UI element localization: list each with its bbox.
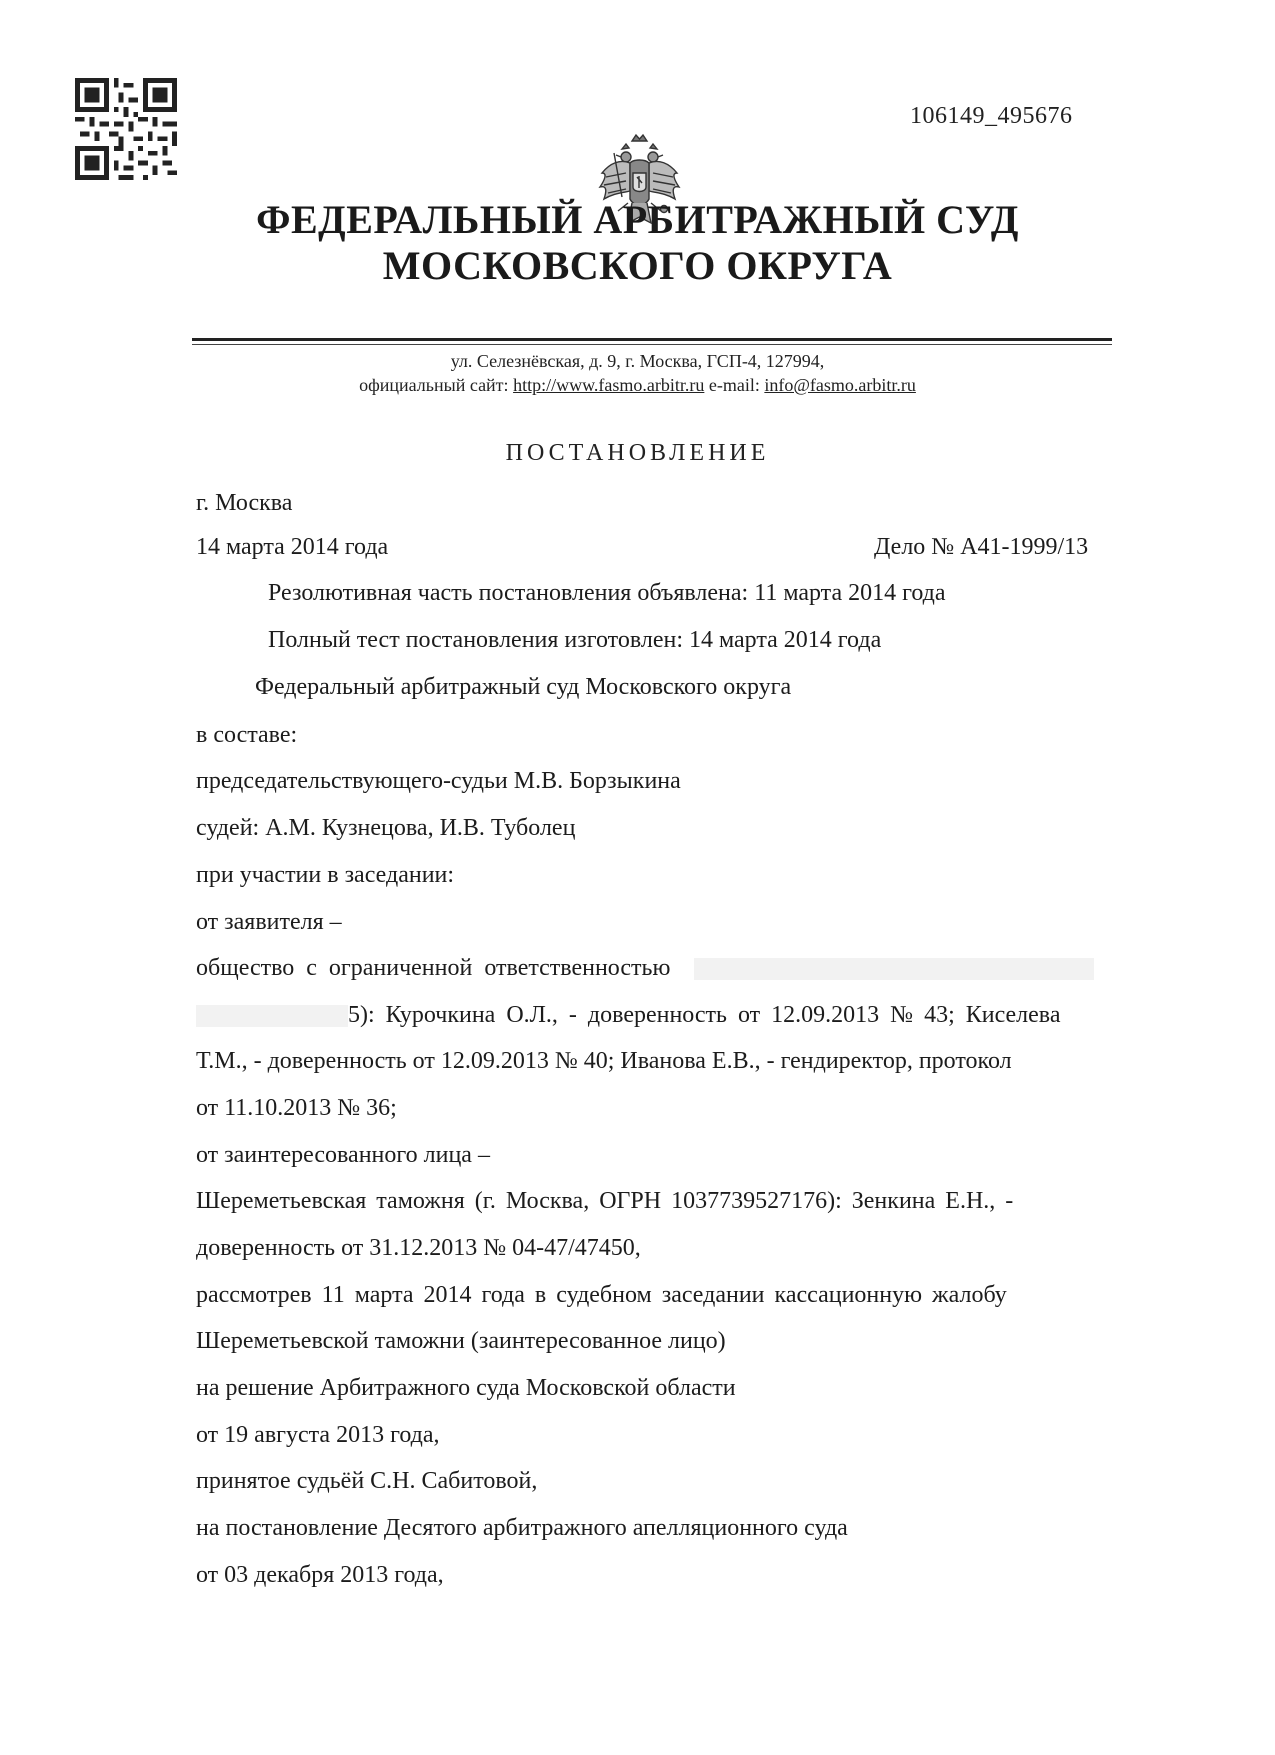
applicant-reps-line2: Т.М., - доверенность от 12.09.2013 № 40; Иванова Е.В., - гендиректор, протокол: [196, 1048, 1012, 1074]
site-label: официальный сайт:: [359, 375, 509, 395]
header-divider: [192, 338, 1112, 341]
document-kind: ПОСТАНОВЛЕНИЕ: [505, 440, 770, 466]
appeal-date: от 03 декабря 2013 года,: [196, 1562, 444, 1588]
considered-line2: Шереметьевской таможни (заинтересованное лицо): [196, 1328, 726, 1354]
on-decision: на решение Арбитражного суда Московской области: [196, 1375, 736, 1401]
court-name-paragraph: Федеральный арбитражный суд Московского округа: [255, 674, 792, 700]
applicant-reps-text: 5): Курочкина О.Л., - доверенность от 12.09.2013 № 43; Киселева: [348, 1002, 1061, 1028]
on-appeal: на постановление Десятого арбитражного апелляционного суда: [196, 1515, 848, 1541]
considered-line1: рассмотрев 11 марта 2014 года в судебном заседании кассационную жалобу: [196, 1282, 1007, 1308]
resolution-announced: Резолютивная часть постановления объявлена: 11 марта 2014 года: [268, 580, 946, 606]
email-link[interactable]: info@fasmo.arbitr.ru: [764, 375, 916, 395]
from-interested-label: от заинтересованного лица –: [196, 1142, 490, 1168]
full-text-made: Полный тест постановления изготовлен: 14 марта 2014 года: [268, 627, 882, 653]
court-name-line1: ФЕДЕРАЛЬНЫЙ АРБИТРАЖНЫЙ СУД: [256, 197, 1019, 242]
judges: судей: А.М. Кузнецова, И.В. Туболец: [196, 815, 576, 841]
applicant-reps-line1: [196, 1002, 1060, 1029]
document-id: 106149_495676: [910, 103, 1073, 129]
qr-code: [75, 78, 177, 180]
applicant-text: общество с ограниченной ответственностью: [196, 955, 671, 981]
applicant-reps-line3: от 11.10.2013 № 36;: [196, 1095, 397, 1121]
interested-party-line2: доверенность от 31.12.2013 № 04-47/47450,: [196, 1235, 641, 1261]
site-link[interactable]: http://www.fasmo.arbitr.ru: [513, 375, 705, 395]
redacted-block: [694, 958, 1094, 980]
participation-label: при участии в заседании:: [196, 862, 455, 888]
court-name-line2: МОСКОВСКОГО ОКРУГА: [382, 243, 893, 288]
court-contacts: [0, 372, 1275, 398]
redacted-block: [196, 1005, 348, 1027]
judge-accepted: принятое судьёй С.Н. Сабитовой,: [196, 1468, 538, 1494]
document-date: 14 марта 2014 года: [196, 534, 389, 560]
city: г. Москва: [196, 490, 293, 516]
email-label: e-mail:: [708, 375, 760, 395]
decision-date: от 19 августа 2013 года,: [196, 1422, 440, 1448]
applicant-line: [196, 955, 1094, 982]
interested-party-line1: Шереметьевская таможня (г. Москва, ОГРН 1037739527176): Зенкина Е.Н., -: [196, 1188, 1014, 1214]
composition-label: в составе:: [196, 722, 298, 748]
court-address: ул. Селезнёвская, д. 9, г. Москва, ГСП-4, 127994,: [450, 351, 825, 371]
case-number: Дело № А41-1999/13: [874, 534, 1089, 560]
from-applicant-label: от заявителя –: [196, 909, 342, 935]
presiding-judge: председательствующего-судьи М.В. Борзыкина: [196, 768, 681, 794]
header-divider-thin: [192, 344, 1112, 345]
